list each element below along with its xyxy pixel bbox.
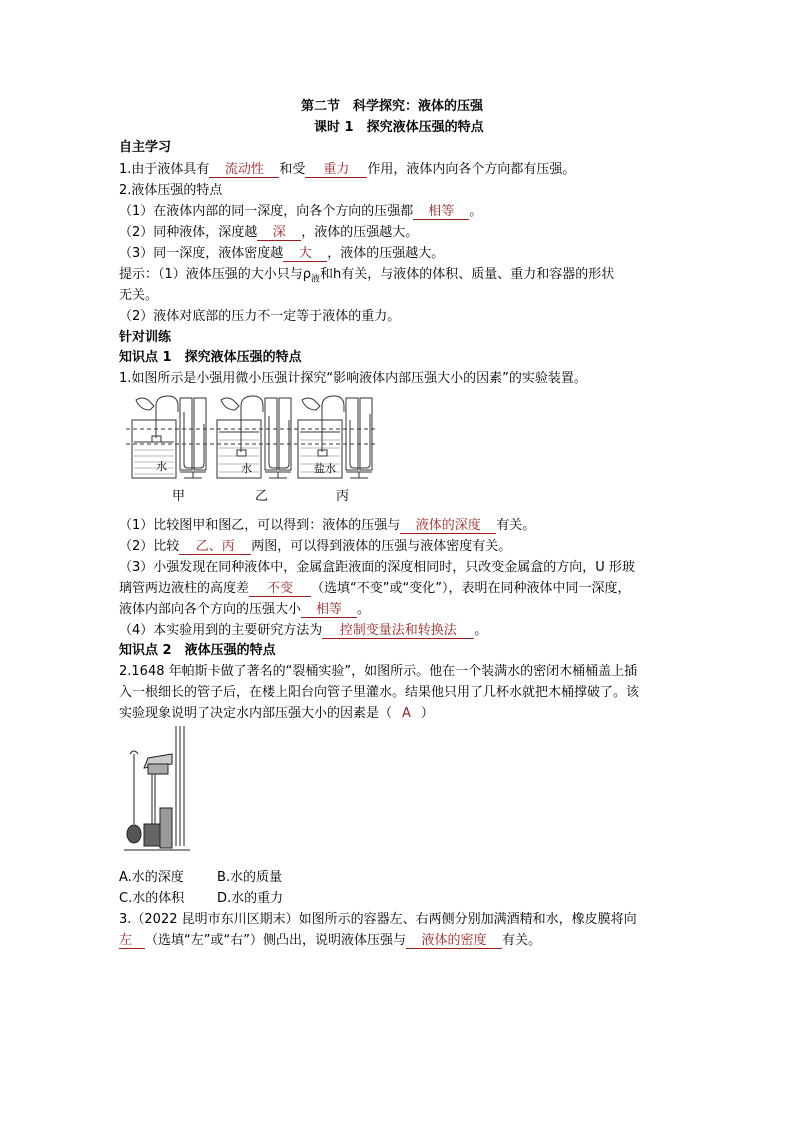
lesson-title: 课时 1 探究液体压强的特点 bbox=[314, 120, 484, 135]
question-2-options-row-2 bbox=[119, 889, 283, 908]
answer-blank: 深 bbox=[257, 225, 301, 241]
option-b: B.水的质量 bbox=[217, 870, 283, 885]
question-3-line-2: 左 （选填“左”或“右”）侧凸出，说明液体压强与 液体的密度 有关。 bbox=[119, 933, 541, 948]
knowledge-point-1: 知识点 1 探究液体压强的特点 bbox=[119, 350, 302, 365]
tip-line-3: （2）液体对底部的压力不一定等于液体的重力。 bbox=[119, 309, 401, 324]
tip-line-1: 提示：（1）液体压强的大小只与$\rho_液$和h有关，与液体的体积、质量、重力和容器的形状 bbox=[119, 267, 615, 285]
tip-line-2: 无关。 bbox=[119, 288, 159, 303]
answer-choice: A bbox=[402, 706, 411, 721]
answer-blank: 液体的深度 bbox=[400, 518, 496, 534]
question-1-2: （2）比较 乙、丙 两图，可以得到液体的压强与液体密度有关。 bbox=[119, 539, 512, 554]
liquid-label-1: 水 bbox=[156, 460, 167, 473]
question-1-3-line-2: 璃管两边液柱的高度差 不变 （选填“不变”或“变化”），表明在同种液体中同一深度， bbox=[119, 581, 631, 596]
section-title: 第二节 科学探究：液体的压强 bbox=[301, 99, 484, 114]
training-heading: 针对训练 bbox=[119, 330, 172, 345]
self-study-q2-2: （2）同种液体，深度越 深 ，液体的压强越大。 bbox=[119, 225, 419, 240]
answer-blank: 重力 bbox=[305, 162, 367, 178]
figure-label-c: 丙 bbox=[336, 489, 350, 504]
liquid-label-2: 水 bbox=[241, 462, 252, 475]
option-d: D.水的重力 bbox=[217, 891, 284, 906]
answer-blank: 相等 bbox=[301, 602, 357, 618]
question-1-4: （4）本实验用到的主要研究方法为 控制变量法和转换法 。 bbox=[119, 623, 488, 638]
answer-blank: 流动性 bbox=[209, 162, 279, 178]
question-3-line-1: 3.（2022 昆明市东川区期末）如图所示的容器左、右两侧分别加满酒精和水，橡皮膜将向 bbox=[119, 912, 637, 927]
answer-blank: 相等 bbox=[413, 204, 469, 220]
answer-blank: 左 bbox=[119, 933, 145, 949]
answer-blank: 乙、丙 bbox=[179, 539, 251, 555]
self-study-q2-1: （1）在液体内部的同一深度，向各个方向的压强都 相等 。 bbox=[119, 204, 483, 219]
question-1-1: （1）比较图甲和图乙，可以得到：液体的压强与 液体的深度 有关。 bbox=[119, 518, 536, 533]
question-2-options-row-1 bbox=[119, 868, 282, 887]
answer-blank: 控制变量法和转换法 bbox=[322, 623, 474, 639]
knowledge-point-2: 知识点 2 液体压强的特点 bbox=[119, 643, 276, 658]
answer-blank: 不变 bbox=[249, 581, 311, 597]
pascal-barrel-figure bbox=[122, 724, 192, 860]
self-study-q2-3: （3）同一深度，液体密度越 大 ，液体的压强越大。 bbox=[119, 246, 445, 261]
self-study-heading: 自主学习 bbox=[119, 140, 172, 155]
self-study-q2-title: 2.液体压强的特点 bbox=[119, 183, 223, 198]
option-c: C.水的体积 bbox=[119, 891, 185, 906]
question-2-line-2: 入一根细长的管子后，在楼上阳台向管子里灌水。结果他只用了几杯水就把木桶撑破了。该 bbox=[119, 685, 640, 700]
figure-label-b: 乙 bbox=[255, 489, 269, 504]
question-2-line-1: 2.1648 年帕斯卡做了著名的“裂桶实验”，如图所示。他在一个装满水的密闭木桶桶盖上插 bbox=[119, 664, 638, 679]
pressure-gauge-figure bbox=[122, 392, 380, 510]
self-study-q1: 1.由于液体具有 流动性 和受 重力 作用，液体内向各个方向都有压强。 bbox=[119, 162, 576, 177]
question-1-3-line-1: （3）小强发现在同种液体中，金属盒距液面的深度相同时，只改变金属盒的方向，U 形玻 bbox=[119, 560, 635, 575]
answer-blank: 大 bbox=[283, 246, 327, 262]
figure-label-a: 甲 bbox=[172, 489, 186, 504]
liquid-label-3: 盐水 bbox=[314, 462, 336, 475]
question-1-text: 1.如图所示是小强用微小压强计探究“影响液体内部压强大小的因素”的实验装置。 bbox=[119, 371, 587, 386]
question-2-line-3: 实验现象说明了决定水内部压强大小的因素是（ A ） bbox=[119, 706, 434, 721]
option-a: A.水的深度 bbox=[119, 870, 184, 885]
answer-blank: 液体的密度 bbox=[406, 933, 502, 949]
question-1-3-line-3: 液体内部向各个方向的压强大小 相等 。 bbox=[119, 602, 371, 617]
